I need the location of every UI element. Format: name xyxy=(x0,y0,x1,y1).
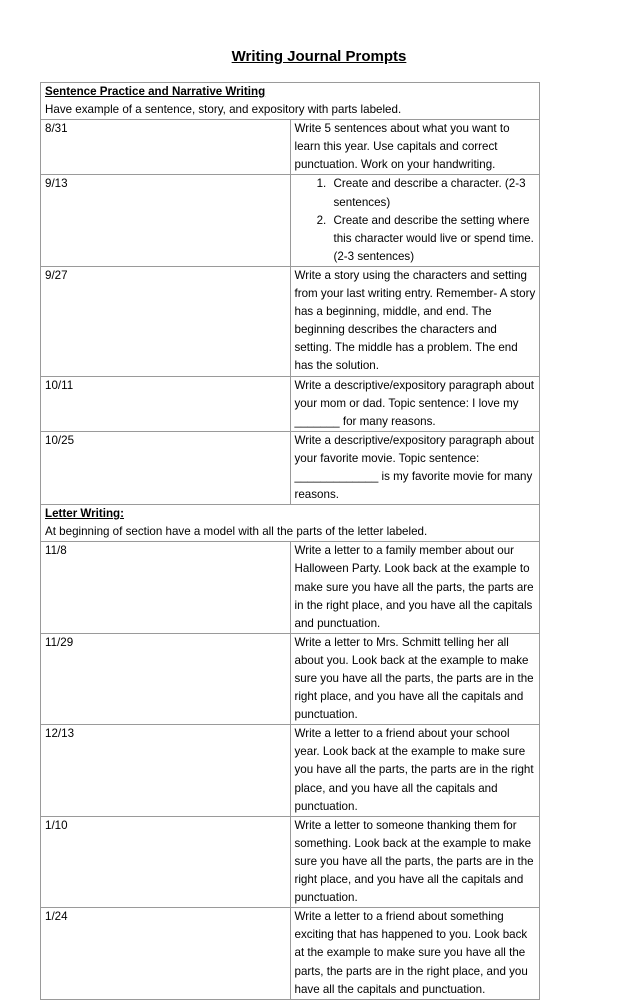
prompt-cell: Write 5 sentences about what you want to learn this year. Use capitals and correct punctuation. Work on your handwriting. xyxy=(290,120,540,175)
section-header-row xyxy=(41,83,540,120)
date-cell: 11/29 xyxy=(41,633,291,724)
table-row xyxy=(41,908,540,999)
table-row xyxy=(41,266,540,376)
section-header xyxy=(41,83,540,120)
table-row xyxy=(41,542,540,633)
prompt-cell: Write a letter to someone thanking them for something. Look back at the example to make sure you have all the parts, the parts are in the right place, and you have all the capitals and punctuation. xyxy=(290,816,540,907)
date-cell: 10/11 xyxy=(41,376,291,431)
date-cell: 1/24 xyxy=(41,908,291,999)
table-row xyxy=(41,725,540,816)
table-row xyxy=(41,120,540,175)
prompt-cell: Write a letter to a family member about our Halloween Party. Look back at the example to make sure you have all the parts, the parts are in the right place, and you have all the capitals and punctuation. xyxy=(290,542,540,633)
prompt-cell: Write a story using the characters and setting from your last writing entry. Remember- A story has a beginning, middle, and end. The beginning describes the characters and setting. The middle has a problem. The end has the solution. xyxy=(290,266,540,376)
table-row xyxy=(41,633,540,724)
section-title: Sentence Practice and Narrative Writing xyxy=(45,85,266,98)
table-row xyxy=(41,431,540,504)
date-cell: 9/13 xyxy=(41,175,291,266)
prompt-cell: Write a letter to a friend about something exciting that has happened to you. Look back at the example to make sure you have all the parts, the parts are in the right place, and you have all the capitals and punctuation. xyxy=(290,908,540,999)
prompt-list xyxy=(295,175,537,265)
list-item: 2. Create and describe the setting where this character would live or spend time. (2-3 sentences) xyxy=(330,212,537,266)
section-header-row xyxy=(41,505,540,542)
prompt-cell: Write a letter to Mrs. Schmitt telling her all about you. Look back at the example to make sure you have all the parts, the parts are in the right place, and you have all the capitals and punctuation. xyxy=(290,633,540,724)
date-cell: 1/10 xyxy=(41,816,291,907)
page-title: Writing Journal Prompts xyxy=(231,48,407,65)
table-row xyxy=(41,175,540,266)
section-subtitle: Have example of a sentence, story, and expository with parts labeled. xyxy=(45,103,402,117)
date-cell: 10/25 xyxy=(41,431,291,504)
date-cell: 12/13 xyxy=(41,725,291,816)
prompt-cell xyxy=(290,175,540,266)
prompt-cell: Write a descriptive/expository paragraph about your mom or dad. Topic sentence: I love my _______ for many reasons. xyxy=(290,376,540,431)
date-cell: 9/27 xyxy=(41,266,291,376)
section-header xyxy=(41,505,540,542)
prompts-table xyxy=(40,82,540,1000)
table-row xyxy=(41,816,540,907)
prompt-cell: Write a letter to a friend about your school year. Look back at the example to make sure you have all the parts, the parts are in the right place, and you have all the capitals and punctuation. xyxy=(290,725,540,816)
prompt-cell: Write a descriptive/expository paragraph about your favorite movie. Topic sentence: _____________ is my favorite movie for many reasons. xyxy=(290,431,540,504)
section-subtitle: At beginning of section have a model with all the parts of the letter labeled. xyxy=(45,525,428,539)
date-cell: 8/31 xyxy=(41,120,291,175)
section-title: Letter Writing: xyxy=(45,507,125,521)
list-item: 1. Create and describe a character. (2-3 sentences) xyxy=(330,175,537,211)
date-cell: 11/8 xyxy=(41,542,291,633)
table-row xyxy=(41,376,540,431)
